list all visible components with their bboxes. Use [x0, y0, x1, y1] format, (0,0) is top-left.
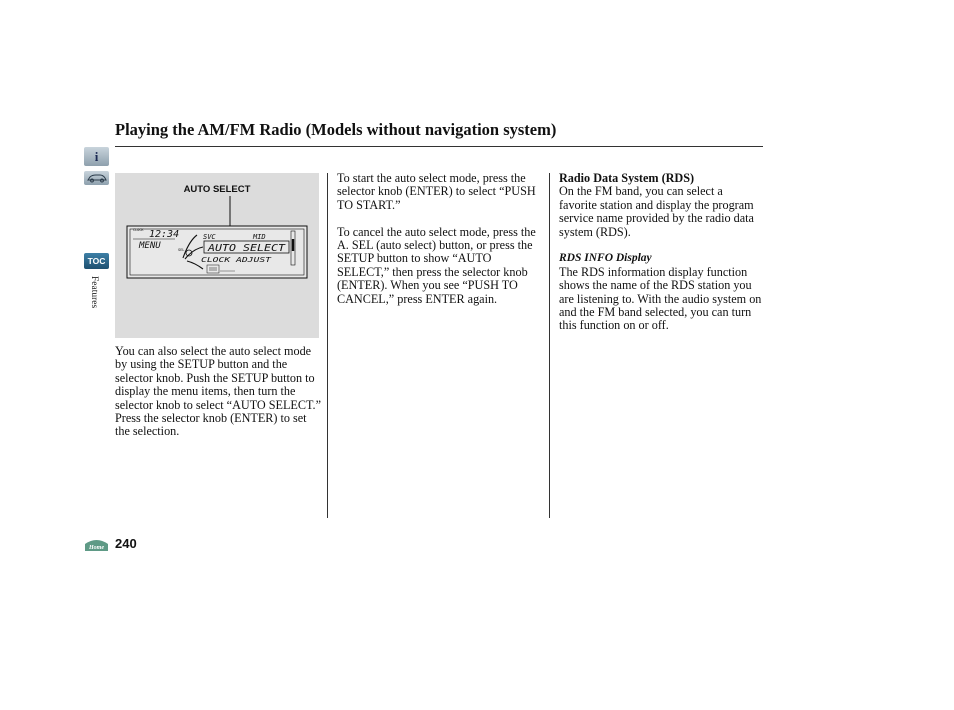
column-3	[559, 172, 763, 333]
rds-info-subheading: RDS INFO Display	[559, 252, 652, 265]
rds-paragraph-1: On the FM band, you can select a favorite station and display the program service name provided by the radio data system (RDS).	[559, 184, 754, 239]
car-icon	[86, 173, 108, 183]
toc-label: TOC	[87, 256, 106, 266]
section-label: Features	[89, 276, 99, 309]
info-icon-glyph: i	[94, 148, 99, 164]
rds-heading: Radio Data System (RDS)	[559, 171, 695, 185]
col2-paragraph-1: To start the auto select mode, press the selector knob (ENTER) to select “PUSH TO START.”	[337, 171, 536, 212]
home-button[interactable]	[84, 538, 109, 557]
col1-paragraph: You can also select the auto select mode by using the SETUP button and the selector knob. Push the SETUP button to display the menu items, then turn the selector knob to select “AUTO SELECT.” Press the selector knob (ENTER) to set the selection.	[115, 344, 322, 439]
display-clock-adjust: CLOCK ADJUST	[201, 256, 273, 264]
vehicle-icon[interactable]	[84, 171, 109, 185]
display-mid: MID	[253, 233, 266, 241]
column-divider-1	[327, 173, 328, 518]
col2-paragraph-2: To cancel the auto select mode, press the A. SEL (auto select) button, or press the SETUP button to show “AUTO SELECT,” then press the selector knob (ENTER). When you see “PUSH TO CANCEL,” press ENTER again.	[337, 224, 536, 306]
display-clock-small: CLOCK	[133, 228, 144, 232]
display-sel: SEL	[178, 248, 185, 252]
page-number: 240	[115, 536, 137, 551]
column-1	[115, 345, 323, 439]
column-2	[337, 172, 545, 306]
auto-select-figure	[115, 173, 319, 338]
info-icon[interactable]	[84, 147, 109, 166]
page-title: Playing the AM/FM Radio (Models without navigation system)	[115, 120, 557, 139]
display-time: 12:34	[149, 229, 180, 240]
display-svc: SVC	[203, 233, 216, 241]
toc-button[interactable]	[84, 253, 109, 269]
radio-display-illustration	[115, 173, 319, 338]
display-auto-select: AUTO SELECT	[206, 243, 287, 254]
title-rule	[115, 146, 763, 147]
column-divider-2	[549, 173, 550, 518]
figure-label: AUTO SELECT	[183, 184, 251, 195]
home-label: Home	[89, 545, 104, 551]
display-menu: MENU	[139, 241, 161, 251]
rds-paragraph-2: The RDS information display function shows the name of the RDS station you are listening to. With the audio system on and the FM band selected, you can turn this function on or off.	[559, 264, 762, 333]
home-icon	[84, 538, 109, 552]
